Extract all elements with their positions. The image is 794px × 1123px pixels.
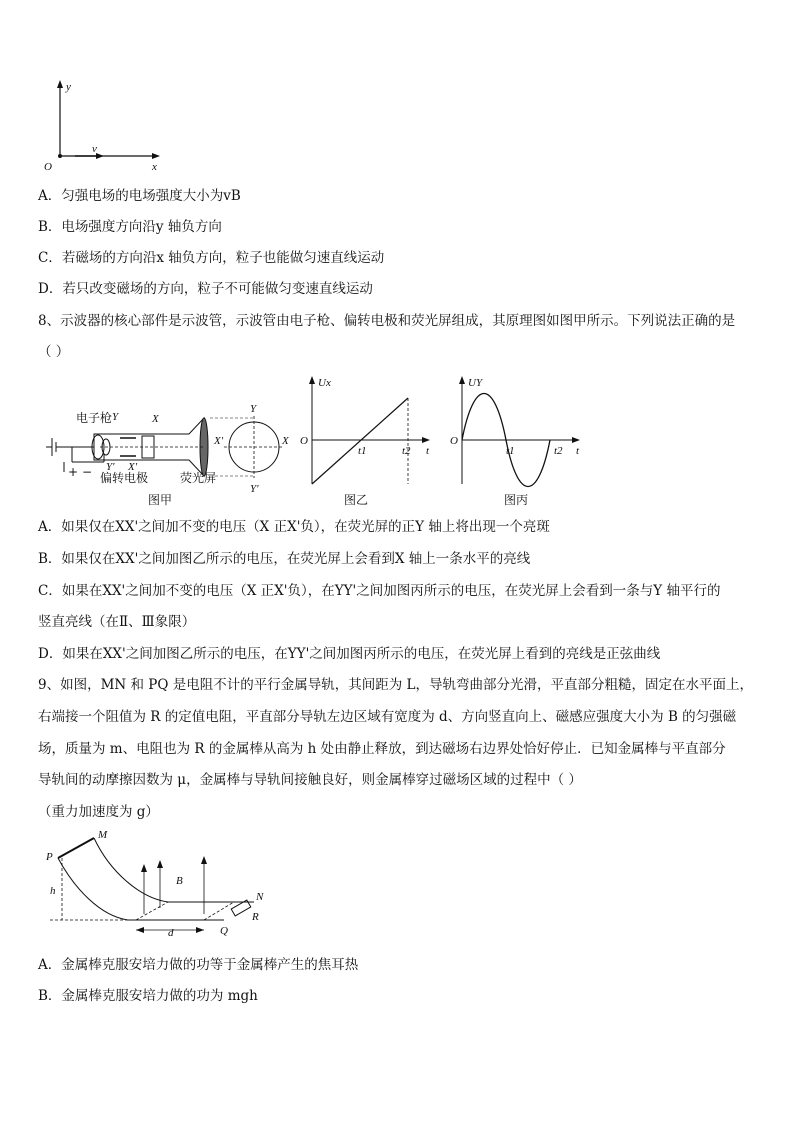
figure-yi-sawtooth	[298, 372, 438, 512]
q8-stem-line1: 8、示波器的核心部件是示波管，示波管由电子枪、偏转电极和荧光屏组成，其原理图如图甲所示。下列说法正确的是	[38, 313, 736, 329]
yi-t2: t2	[402, 445, 411, 457]
figure-q9-rails	[44, 828, 274, 940]
q8-option-d: D．如果在XX'之间加图乙所示的电压，在YY'之间加图丙所示的电压，在荧光屏上看到的亮线是正弦曲线	[38, 646, 661, 662]
rails-d: d	[168, 927, 174, 939]
q7-option-a: A．匀强电场的电场强度大小为vB	[38, 188, 241, 204]
q8-option-c: C．如果在XX'之间加不变的电压（X 正X'负），在YY'之间加图丙所示的电压，在荧光屏上会看到一条与Y 轴平行的	[38, 583, 721, 599]
q7-option-d: D．若只改变磁场的方向，粒子不可能做匀变速直线运动	[38, 281, 373, 297]
q7-option-b: B．电场强度方向沿y 轴负方向	[38, 219, 222, 235]
jia-xprime-label: X'	[128, 461, 138, 473]
figure-jia-oscilloscope	[44, 396, 294, 511]
bing-origin: O	[450, 435, 458, 447]
yi-t1: t1	[358, 445, 367, 457]
jia-screen-yprime: Y'	[250, 483, 259, 495]
jia-screen-xprime: X'	[214, 435, 224, 447]
q8-stem-line2: （ ）	[38, 344, 70, 360]
yi-t: t	[426, 445, 430, 457]
velocity-label: v	[92, 143, 97, 155]
rails-R: R	[252, 911, 259, 923]
yi-ylabel: Ux	[318, 377, 331, 389]
q9-option-a: A．金属棒克服安培力做的功等于金属棒产生的焦耳热	[38, 957, 359, 973]
jia-plates-label: 偏转电极	[100, 471, 149, 485]
q8-option-a: A．如果仅在XX'之间加不变的电压（X 正X'负），在荧光屏的正Y 轴上将出现一个亮斑	[38, 519, 550, 535]
bing-t: t	[576, 445, 580, 457]
jia-y-label: Y	[112, 411, 119, 423]
jia-screen-x: X	[282, 435, 289, 447]
jia-gun-label: 电子枪	[76, 411, 113, 425]
rails-P: P	[46, 851, 53, 863]
q7-option-c: C．若磁场的方向沿x 轴负方向，粒子也能做匀速直线运动	[38, 250, 385, 266]
jia-yprime-label: Y'	[106, 461, 115, 473]
rails-N: N	[256, 891, 264, 903]
jia-minus: −	[82, 465, 93, 479]
q8-option-b: B．如果仅在XX'之间加图乙所示的电压，在荧光屏上会看到X 轴上一条水平的亮线	[38, 551, 531, 567]
rails-M: M	[98, 829, 108, 841]
q9-note: （重力加速度为 g）	[38, 804, 159, 820]
axis-origin-label: O	[44, 161, 52, 173]
q9-stem-line3: 场，质量为 m、电阻也为 R 的金属棒从高为 h 处由静止释放，到达磁场右边界处恰好停止．已知金属棒与平直部分	[38, 741, 726, 757]
axis-y-label: y	[66, 81, 71, 93]
rails-B: B	[176, 875, 183, 887]
q9-stem-line4: 导轨间的动摩擦因数为 μ，金属棒与导轨间接触良好，则金属棒穿过磁场区域的过程中（ ）	[38, 772, 582, 788]
q8-option-c-cont: 竖直亮线（在Ⅱ、Ⅲ象限）	[38, 614, 196, 630]
bing-t2: t2	[554, 445, 563, 457]
bing-caption: 图丙	[504, 493, 529, 507]
rails-h: h	[50, 885, 56, 897]
bing-ylabel: UY	[468, 377, 483, 389]
yi-caption: 图乙	[344, 493, 369, 507]
jia-caption: 图甲	[148, 493, 173, 507]
q9-stem-line2: 右端接一个阻值为 R 的定值电阻，平直部分导轨左边区域有宽度为 d、方向竖直向上、磁感应强度大小为 B 的匀强磁	[38, 709, 737, 725]
q9-stem-line1: 9、如图，MN 和 PQ 是电阻不计的平行金属导轨，其间距为 L，导轨弯曲部分光滑，平直部分粗糙，固定在水平面上，	[38, 677, 754, 693]
q9-option-b: B．金属棒克服安培力做的功为 mgh	[38, 988, 258, 1004]
figure-bing-sine	[448, 372, 588, 512]
bing-t1: t1	[506, 445, 515, 457]
jia-plus: +	[68, 465, 79, 479]
jia-screen-y: Y	[250, 403, 257, 415]
rails-Q: Q	[220, 925, 228, 937]
jia-x-label: X	[152, 413, 159, 425]
axes-figure	[30, 78, 170, 173]
axis-x-label: x	[152, 161, 157, 173]
jia-screen-label: 荧光屏	[180, 471, 217, 485]
yi-origin: O	[300, 435, 308, 447]
